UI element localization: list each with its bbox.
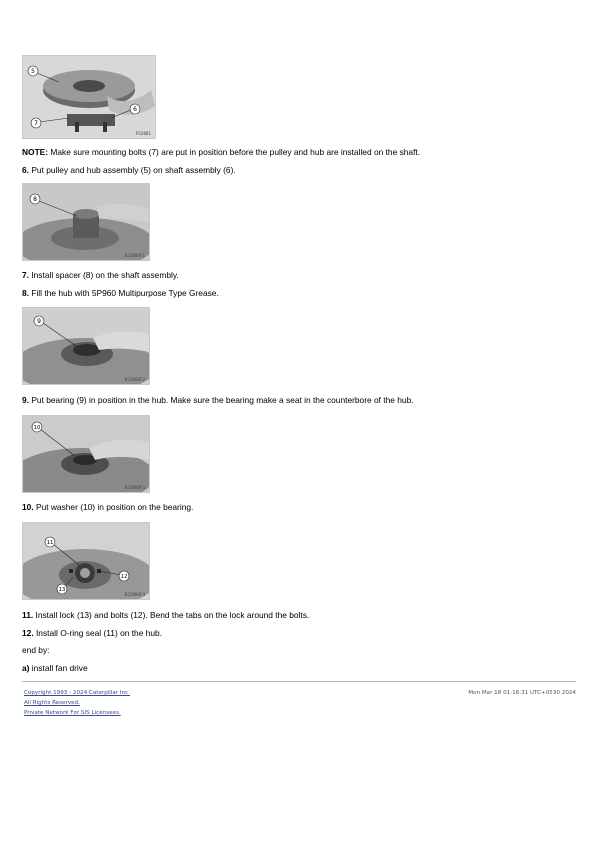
lock-bolts-illustration (23, 523, 149, 599)
step-6-text: Put pulley and hub assembly (5) on shaft assembly (6). (29, 165, 236, 175)
step-12-text: Install O-ring seal (11) on the hub. (33, 628, 162, 638)
step-10-text: Put washer (10) in position on the bearing. (33, 502, 194, 512)
figure-pulley-hub (22, 55, 156, 139)
washer-illustration (23, 416, 149, 492)
note-label: NOTE: (22, 147, 49, 157)
figure-code: B22890F2 (124, 377, 145, 382)
figure-spacer (22, 183, 150, 261)
step-11-text: Install lock (13) and bolts (12). Bend the tabs on the lock around the bolts. (33, 610, 310, 620)
callout-12: 12 (120, 574, 128, 580)
rights-link[interactable]: All Rights Reserved. (24, 700, 80, 706)
end-by-label: end by: (22, 645, 50, 655)
private-network-link[interactable]: Private Network For SIS Licensees. (24, 710, 121, 716)
end-by-step-a-text: install fan drive (29, 663, 88, 673)
figure-bearing (22, 307, 150, 385)
step-10 (22, 502, 193, 513)
step-7-number: 7. (22, 270, 29, 280)
step-7-text: Install spacer (8) on the shaft assembly. (29, 270, 179, 280)
callout-6: 6 (133, 106, 137, 113)
step-12-number: 12. (22, 628, 34, 638)
spacer-illustration (23, 184, 149, 260)
callout-11: 11 (46, 540, 54, 546)
step-7 (22, 270, 179, 281)
figure-code: B22890F1 (124, 253, 145, 258)
pulley-hub-illustration (23, 56, 155, 138)
figure-lock-bolts (22, 522, 150, 600)
step-9-number: 9. (22, 395, 29, 405)
callout-7: 7 (34, 120, 38, 127)
step-11-number: 11. (22, 610, 34, 620)
footer-divider (22, 681, 576, 682)
copyright-link[interactable]: Copyright 1993 - 2024 Caterpillar Inc. (24, 690, 130, 696)
step-9 (22, 395, 414, 406)
step-8 (22, 288, 219, 299)
end-by-step-a-marker: a) (22, 663, 30, 673)
callout-5: 5 (31, 68, 35, 75)
figure-code: P32861 (135, 131, 151, 136)
step-10-number: 10. (22, 502, 34, 512)
step-12 (22, 628, 162, 639)
figure-code: B22890F3 (124, 485, 145, 490)
callout-9: 9 (37, 318, 41, 325)
step-6 (22, 165, 236, 176)
step-6-number: 6. (22, 165, 29, 175)
figure-code: B22890F4 (124, 592, 145, 597)
footer-private[interactable] (24, 710, 121, 716)
step-11 (22, 610, 309, 621)
callout-13: 13 (58, 587, 66, 593)
callout-8: 8 (33, 196, 37, 203)
end-by-step-a (22, 663, 88, 674)
note-paragraph (22, 147, 420, 158)
note-body: Make sure mounting bolts (7) are put in position before the pulley and hub are installed on the shaft. (48, 147, 421, 157)
footer-rights[interactable] (24, 700, 80, 706)
step-8-text: Fill the hub with 5P960 Multipurpose Type Grease. (29, 288, 219, 298)
step-9-text: Put bearing (9) in position in the hub. Make sure the bearing make a seat in the counterbore of the hub. (29, 395, 414, 405)
bearing-illustration (23, 308, 149, 384)
step-8-number: 8. (22, 288, 29, 298)
callout-10: 10 (33, 425, 41, 431)
footer-timestamp: Mon Mar 18 01:16:31 UTC+0530 2024 (468, 690, 576, 696)
footer-copyright[interactable] (24, 690, 130, 696)
figure-washer (22, 415, 150, 493)
